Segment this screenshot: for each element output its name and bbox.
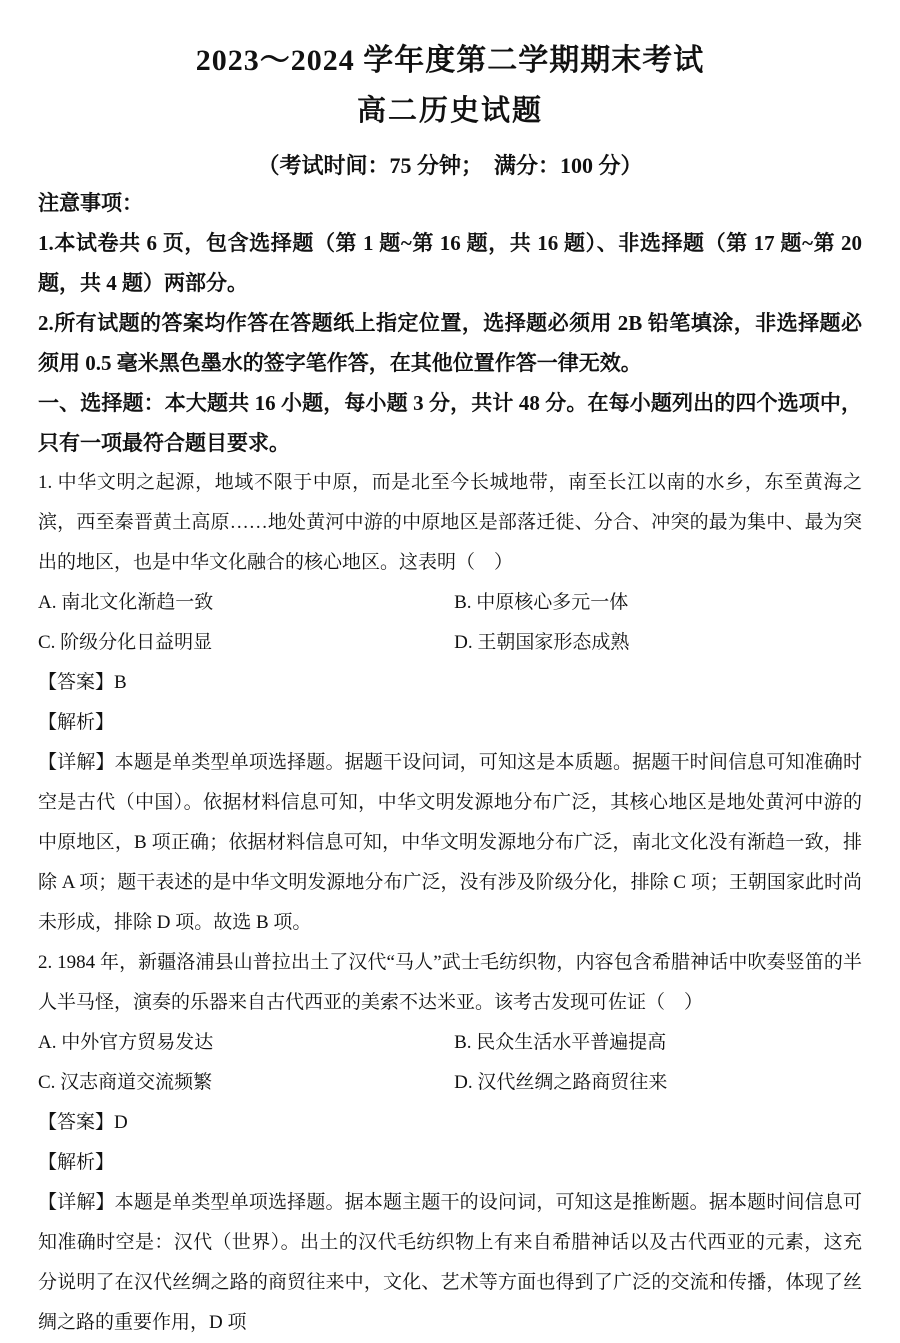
question-1-options bbox=[38, 583, 862, 663]
question-1-option-d: D. 王朝国家形态成熟 bbox=[454, 632, 630, 653]
question-2-options bbox=[38, 1023, 862, 1103]
question-1 bbox=[38, 463, 862, 943]
question-2-analysis-label: 【解析】 bbox=[38, 1152, 115, 1173]
question-1-detail: 【详解】本题是单类型单项选择题。据题干设问词，可知这是本质题。据题干时间信息可知准确时空是古代（中国）。依据材料信息可知，中华文明发源地分布广泛，其核心地区是地处黄河中游的中原地区，B 项正确；依据材料信息可知，中华文明发源地分布广泛，南北文化没有渐趋一致，排除 A 项；题干表述的是中华文明发源地分布广泛，没有涉及阶级分化，排除 C 项；王朝国家此时尚未形成，排除 D 项。故选 B 项。 bbox=[38, 752, 862, 933]
question-2-option-c: C. 汉志商道交流频繁 bbox=[38, 1072, 213, 1093]
question-2-option-b: B. 民众生活水平普遍提高 bbox=[454, 1032, 667, 1053]
question-2-option-a: A. 中外官方贸易发达 bbox=[38, 1032, 214, 1053]
question-2-detail: 【详解】本题是单类型单项选择题。据本题主题干的设问词，可知这是推断题。据本题时间信息可知准确时空是：汉代（世界）。出土的汉代毛纺织物上有来自希腊神话以及古代西亚的元素，这充分说明了在汉代丝绸之路的商贸往来中，文化、艺术等方面也得到了广泛的交流和传播，体现了丝绸之路的重要作用，D 项 bbox=[38, 1192, 862, 1333]
notice-heading: 注意事项： bbox=[38, 191, 143, 215]
question-1-analysis-label: 【解析】 bbox=[38, 712, 115, 733]
question-1-answer: 【答案】B bbox=[38, 672, 127, 693]
question-2-stem: 2. 1984 年，新疆洛浦县山普拉出土了汉代“马人”武士毛纺织物，内容包含希腊神话中吹奏竖笛的半人半马怪，演奏的乐器来自古代西亚的美索不达米亚。该考古发现可佐证（ ） bbox=[38, 952, 862, 1013]
question-2-answer: 【答案】D bbox=[38, 1112, 128, 1133]
exam-subtitle: 高二历史试题 bbox=[356, 95, 543, 127]
question-1-option-b: B. 中原核心多元一体 bbox=[454, 592, 629, 613]
section-heading-choice: 一、选择题：本大题共 16 小题，每小题 3 分，共计 48 分。在每小题列出的四个选项中，只有一项最符合题目要求。 bbox=[38, 391, 862, 455]
question-1-option-a: A. 南北文化渐趋一致 bbox=[38, 592, 214, 613]
question-2-option-d: D. 汉代丝绸之路商贸往来 bbox=[454, 1072, 668, 1093]
question-2 bbox=[38, 943, 862, 1343]
question-1-option-c: C. 阶级分化日益明显 bbox=[38, 632, 213, 653]
notice-item-2: 2.所有试题的答案均作答在答题纸上指定位置，选择题必须用 2B 铅笔填涂，非选择题必须用 0.5 毫米黑色墨水的签字笔作答，在其他位置作答一律无效。 bbox=[38, 311, 862, 375]
notice-item-1: 1.本试卷共 6 页，包含选择题（第 1 题~第 16 题，共 16 题）、非选择题（第 17 题~第 20 题，共 4 题）两部分。 bbox=[38, 231, 862, 295]
question-1-stem: 1. 中华文明之起源，地域不限于中原，而是北至今长城地带，南至长江以南的水乡，东至黄海之滨，西至秦晋黄土高原……地处黄河中游的中原地区是部落迁徙、分合、冲突的最为集中、最为突出的地区，也是中华文化融合的核心地区。这表明（ ） bbox=[38, 472, 862, 573]
exam-time-score-info: （考试时间：75 分钟； 满分：100 分） bbox=[257, 153, 643, 178]
exam-title: 2023～2024 学年度第二学期期末考试 bbox=[195, 44, 705, 77]
